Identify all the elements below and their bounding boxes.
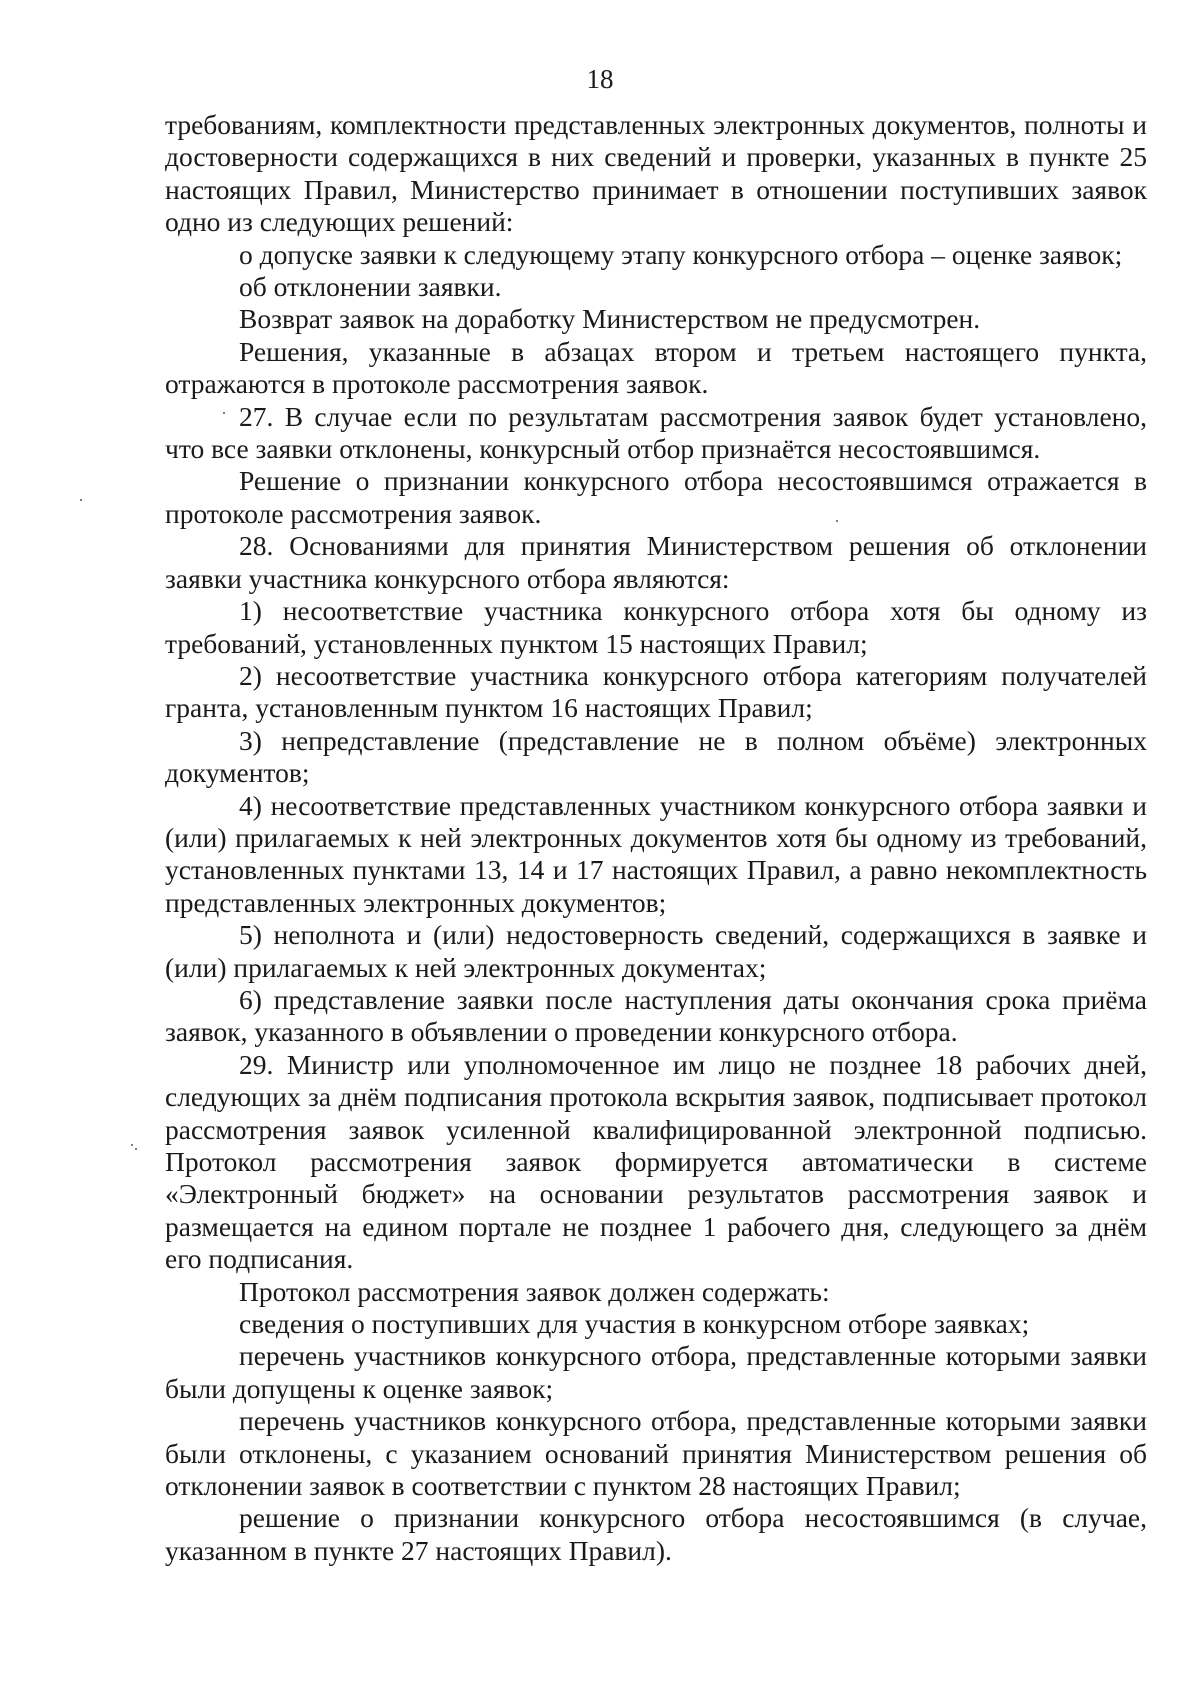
document-body bbox=[165, 109, 1147, 1567]
paragraph: 5) неполнота и (или) недостоверность сведений, содержащихся в заявке и (или) прилагаемых к ней электронных документах; bbox=[165, 919, 1147, 983]
paragraph: 6) представление заявки после наступления даты окончания срока приёма заявок, указанного в объявлении о проведении конкурсного отбора. bbox=[165, 983, 1147, 1048]
paragraph: 29. Министр или уполномоченное им лицо не позднее 18 рабочих дней, следующих за днём подписания протокола вскрытия заявок, подписывает протокол рассмотрения заявок усиленной квалифицированной электронной подписью. Протокол рассмотрения заявок формируется автоматически в системе «Электронный бюджет» на основании результатов рассмотрения заявок и размещается на едином портале не позднее 1 рабочего дня, следующего за днём его подписания. bbox=[165, 1048, 1147, 1275]
paragraph: требованиям, комплектности представленных электронных документов, полноты и достоверности содержащихся в них сведений и проверки, указанных в пункте 25 настоящих Правил, Министерство принимает в отношении поступивших заявок одно из следующих решений: bbox=[165, 109, 1147, 238]
paragraph: о допуске заявки к следующему этапу конкурсного отбора – оценке заявок; bbox=[239, 238, 1123, 270]
paragraph: Решения, указанные в абзацах втором и третьем настоящего пункта, отражаются в протоколе рассмотрения заявок. bbox=[165, 335, 1147, 400]
scan-speck bbox=[223, 412, 225, 414]
scan-speck bbox=[135, 1148, 137, 1150]
paragraph: Решение о признании конкурсного отбора несостоявшимся отражается в протоколе рассмотрения заявок. bbox=[165, 465, 1147, 529]
paragraph: 1) несоответствие участника конкурсного отбора хотя бы одному из требований, установленных пунктом 15 настоящих Правил; bbox=[165, 595, 1147, 659]
paragraph: 28. Основаниями для принятия Министерством решения об отклонении заявки участника конкурсного отбора являются: bbox=[165, 530, 1147, 594]
paragraph: перечень участников конкурсного отбора, представленные которыми заявки были отклонены, с указанием оснований принятия Министерством решения об отклонении заявок в соответствии с пунктом 28 настоящих Правил; bbox=[165, 1405, 1147, 1502]
scan-speck bbox=[80, 499, 82, 501]
scan-speck bbox=[836, 520, 838, 522]
paragraph: решение о признании конкурсного отбора несостоявшимся (в случае, указанном в пункте 27 настоящих Правил). bbox=[165, 1502, 1147, 1566]
scan-speck bbox=[131, 1144, 133, 1146]
paragraph: 3) непредставление (представление не в полном объёме) электронных документов; bbox=[165, 724, 1147, 789]
paragraph: 27. В случае если по результатам рассмотрения заявок будет установлено, что все заявки отклонены, конкурсный отбор признаётся несостоявшимся. bbox=[165, 400, 1147, 465]
paragraph: 4) несоответствие представленных участником конкурсного отбора заявки и (или) прилагаемых к ней электронных документов хотя бы одному из требований, установленных пунктами 13, 14 и 17 настоящих Правил, а равно некомплектность представленных электронных документов; bbox=[165, 789, 1147, 918]
paragraph: об отклонении заявки. bbox=[239, 271, 502, 303]
paragraph: Возврат заявок на доработку Министерством не предусмотрен. bbox=[239, 303, 981, 335]
paragraph: перечень участников конкурсного отбора, представленные которыми заявки были допущены к оценке заявок; bbox=[165, 1340, 1147, 1404]
paragraph: сведения о поступивших для участия в конкурсном отборе заявках; bbox=[239, 1308, 1030, 1340]
page-number: 18 bbox=[586, 64, 614, 94]
paragraph: Протокол рассмотрения заявок должен содержать: bbox=[239, 1275, 830, 1307]
paragraph: 2) несоответствие участника конкурсного отбора категориям получателей гранта, установленным пунктом 16 настоящих Правил; bbox=[165, 659, 1147, 724]
